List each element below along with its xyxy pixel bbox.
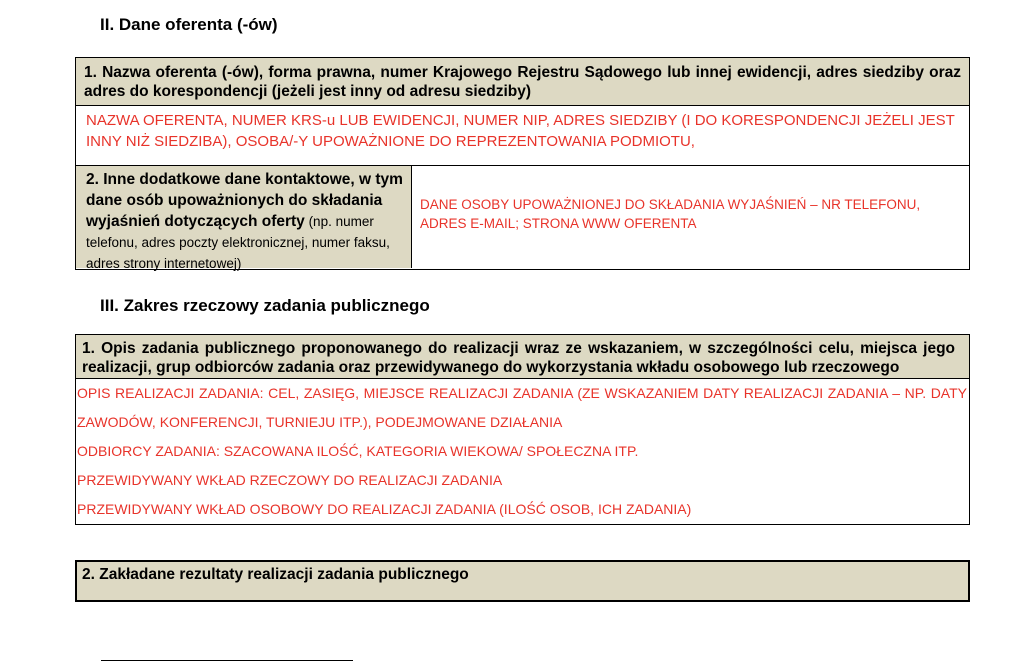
contact-data-field[interactable]: [412, 166, 969, 268]
section-3-title: III. Zakres rzeczowy zadania publicznego: [100, 296, 430, 315]
material-contribution-text: PRZEWIDYWANY WKŁAD RZECZOWY DO REALIZACJI ZADANIA: [77, 472, 503, 488]
offeror-name-field[interactable]: NAZWA OFERENTA, NUMER KRS-u LUB EWIDENCJI, NUMER NIP, ADRES SIEDZIBY (I DO KORESPONDENCJI JEŻELI JEST INNY NIŻ SIEDZIBA), OSOBA/-Y UPOWAŻNIONE DO REPREZENTOWANIA PODMIOTU,: [76, 106, 969, 166]
task-description-table: [75, 334, 970, 525]
offeror-name-label: 1. Nazwa oferenta (-ów), forma prawna, numer Krajowego Rejestru Sądowego lub innej ewidencji, adres siedziby oraz adres do korespondencji (jeżeli jest inny od adresu siedziby): [76, 58, 969, 106]
contact-data-value: DANE OSOBY UPOWAŻNIONEJ DO SKŁADANIA WYJAŚNIEŃ – NR TELEFONU, ADRES E-MAIL; STRONA WWW OFERENTA: [420, 197, 921, 231]
expected-results-table: [75, 560, 970, 602]
contact-data-label-note: (np. numer telefonu, adres poczty elektronicznej, numer faksu, adres strony internetowej): [86, 214, 390, 271]
footnote-separator: [101, 660, 353, 661]
task-description-field[interactable]: [76, 379, 969, 524]
expected-results-label: 2. Zakładane rezultaty realizacji zadania publicznego: [82, 566, 469, 583]
contact-data-label: [76, 166, 412, 271]
section-2-title: II. Dane oferenta (-ów): [100, 15, 278, 34]
offeror-data-table: [75, 57, 970, 270]
personal-contribution-text: PRZEWIDYWANY WKŁAD OSOBOWY DO REALIZACJI ZADANIA (ILOŚĆ OSOB, ICH ZADANIA): [77, 501, 692, 517]
contact-data-label-bold: 2. Inne dodatkowe dane kontaktowe, w tym dane osób upoważnionych do składania wyjaśnień dotyczących oferty: [86, 171, 403, 230]
task-description-label: 1. Opis zadania publicznego proponowanego do realizacji wraz ze wskazaniem, w szczególności celu, miejsca jego realizacji, grup odbiorców zadania oraz przewidywanego do wykorzystania wkładu osobowego lub rzeczowego: [76, 335, 969, 379]
task-realization-text: OPIS REALIZACJI ZADANIA: CEL, ZASIĘG, MIEJSCE REALIZACJI ZADANIA (ZE WSKAZANIEM DATY REALIZACJI ZADANIA – NP. DATY ZAWODÓW, KONFERENCJI, TURNIEJU ITP.), PODEJMOWANE DZIAŁANIA: [77, 385, 967, 430]
task-recipients-text: ODBIORCY ZADANIA: SZACOWANA ILOŚĆ, KATEGORIA WIEKOWA/ SPOŁECZNA ITP.: [77, 443, 639, 459]
